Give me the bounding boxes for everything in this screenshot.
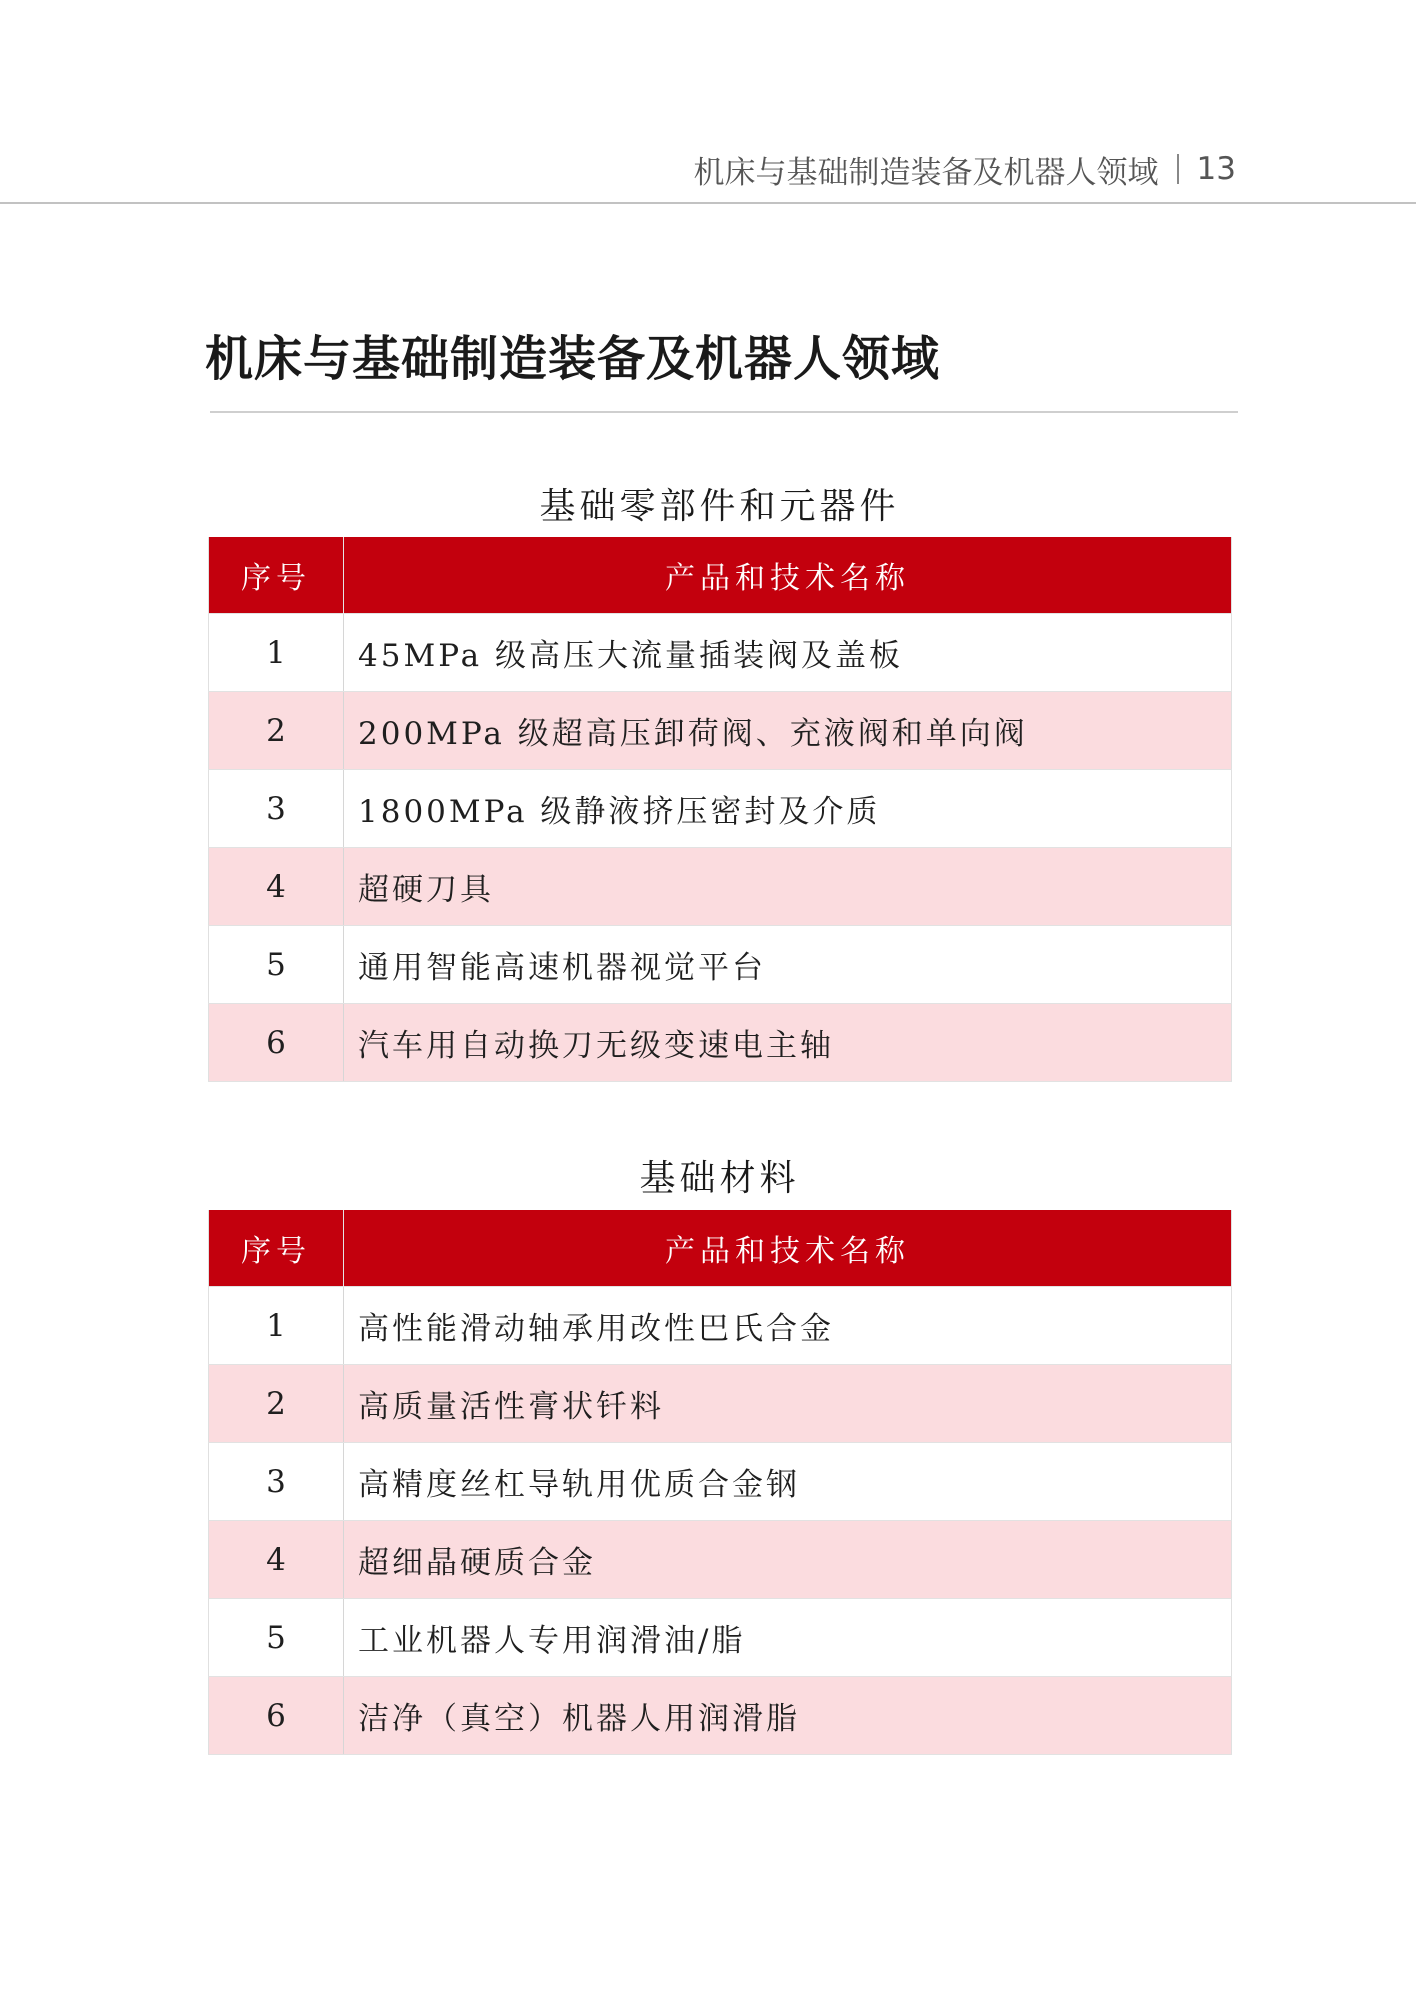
table-row (209, 1365, 1232, 1443)
title-divider (210, 411, 1238, 413)
table-row (209, 1287, 1232, 1365)
row-number: 4 (209, 848, 344, 926)
row-name: 1800MPa 级静液挤压密封及介质 (344, 770, 1232, 848)
page-number: 13 (1196, 151, 1236, 187)
row-name: 超硬刀具 (344, 848, 1232, 926)
row-number: 6 (209, 1004, 344, 1082)
table2 (208, 1210, 1232, 1755)
row-number: 4 (209, 1521, 344, 1599)
table1-header-name: 产品和技术名称 (344, 537, 1232, 614)
table-row (209, 692, 1232, 770)
row-name: 工业机器人专用润滑油/脂 (344, 1599, 1232, 1677)
table2-header-row (209, 1210, 1232, 1287)
row-name: 洁净（真空）机器人用润滑脂 (344, 1677, 1232, 1755)
table1 (208, 537, 1232, 1082)
table-row (209, 1443, 1232, 1521)
table-row (209, 614, 1232, 692)
table1-header-no: 序号 (209, 537, 344, 614)
row-number: 2 (209, 692, 344, 770)
row-name: 高精度丝杠导轨用优质合金钢 (344, 1443, 1232, 1521)
running-header-divider (1177, 154, 1179, 184)
row-name: 通用智能高速机器视觉平台 (344, 926, 1232, 1004)
table1-header-row (209, 537, 1232, 614)
row-number: 1 (209, 614, 344, 692)
row-number: 6 (209, 1677, 344, 1755)
row-name: 汽车用自动换刀无级变速电主轴 (344, 1004, 1232, 1082)
row-name: 高质量活性膏状钎料 (344, 1365, 1232, 1443)
table2-title: 基础材料 (639, 1158, 800, 1199)
row-name: 高性能滑动轴承用改性巴氏合金 (344, 1287, 1232, 1365)
table-row (209, 1677, 1232, 1755)
table-row (209, 770, 1232, 848)
row-number: 3 (209, 770, 344, 848)
row-name: 45MPa 级高压大流量插装阀及盖板 (344, 614, 1232, 692)
table-row (209, 1599, 1232, 1677)
row-name: 200MPa 级超高压卸荷阀、充液阀和单向阀 (344, 692, 1232, 770)
row-number: 5 (209, 1599, 344, 1677)
running-header (694, 146, 1236, 192)
row-name: 超细晶硬质合金 (344, 1521, 1232, 1599)
table2-header-name: 产品和技术名称 (344, 1210, 1232, 1287)
header-divider (0, 202, 1416, 204)
page-title: 机床与基础制造装备及机器人领域 (205, 331, 941, 387)
row-number: 3 (209, 1443, 344, 1521)
table-row (209, 848, 1232, 926)
row-number: 1 (209, 1287, 344, 1365)
running-header-section: 机床与基础制造装备及机器人领域 (693, 154, 1159, 191)
table-row (209, 926, 1232, 1004)
table-row (209, 1004, 1232, 1082)
row-number: 5 (209, 926, 344, 1004)
table2-header-no: 序号 (209, 1210, 344, 1287)
row-number: 2 (209, 1365, 344, 1443)
table-row (209, 1521, 1232, 1599)
table1-title: 基础零部件和元器件 (539, 486, 900, 527)
